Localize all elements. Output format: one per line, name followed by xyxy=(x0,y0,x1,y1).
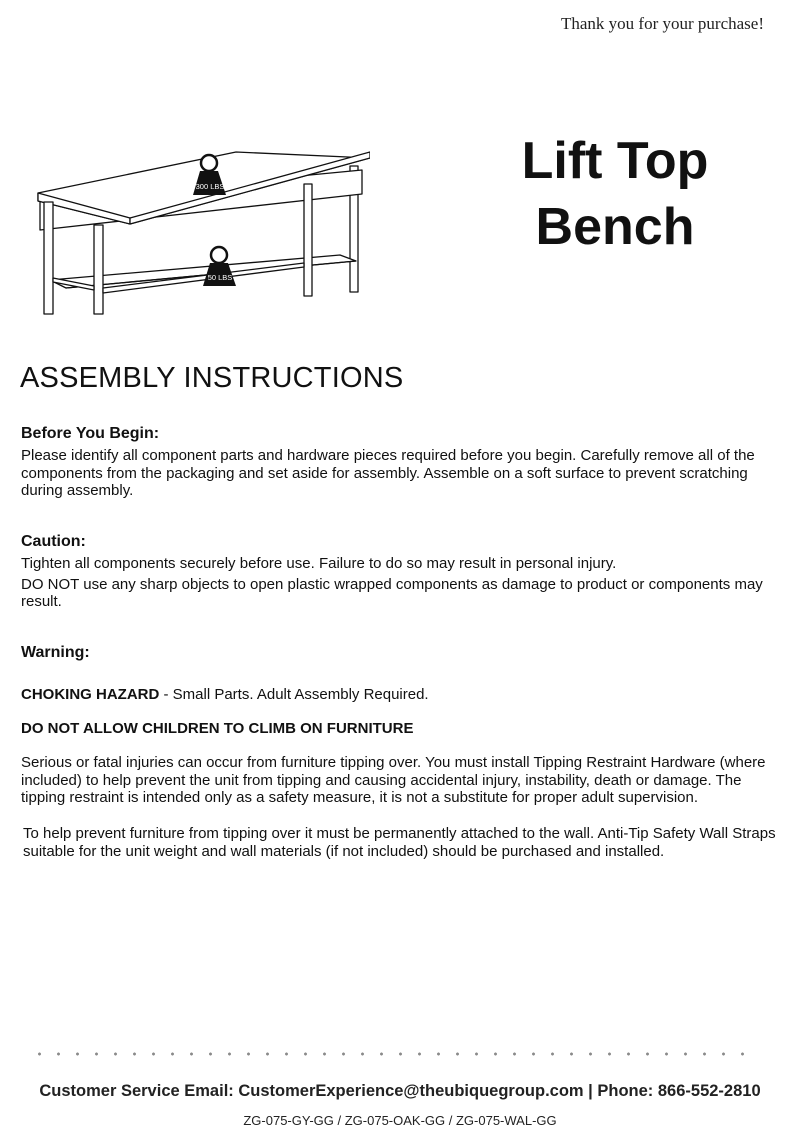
caution-heading: Caution: xyxy=(21,533,86,550)
document-heading: ASSEMBLY INSTRUCTIONS xyxy=(20,362,404,394)
dotted-divider xyxy=(30,1049,760,1059)
choking-hazard-text: - Small Parts. Adult Assembly Required. xyxy=(159,686,429,703)
before-you-begin-text: Please identify all component parts and hardware pieces required before you begin. Carefully remove all of the components from the packaging and set aside for assembly. Assemble on a soft surface to prevent scratching during assembly. xyxy=(21,447,755,499)
before-you-begin-heading: Before You Begin: xyxy=(21,425,160,442)
shelf-weight-label: 50 LBS xyxy=(207,273,233,282)
choking-hazard-label: CHOKING HAZARD xyxy=(21,686,160,703)
warning-heading: Warning: xyxy=(21,644,90,661)
before-you-begin-section xyxy=(21,425,789,500)
warning-section xyxy=(21,644,789,666)
tipping-injury-notice: Serious or fatal injuries can occur from furniture tipping over. You must install Tipping Restraint Hardware (where included) to help prevent the unit from tipping and causing accidental injury, instability, death or damage. The tipping restraint is intended only as a safety measure, it is not a substitute for proper adult supervision. xyxy=(21,754,766,806)
top-weight-label: 300 LBS xyxy=(195,182,225,191)
choking-hazard-notice xyxy=(21,686,789,704)
bench-front-leg-right xyxy=(94,225,103,314)
product-title-line1: Lift Top xyxy=(521,132,709,190)
no-climb-notice: DO NOT ALLOW CHILDREN TO CLIMB ON FURNITURE xyxy=(21,720,414,737)
caution-section xyxy=(21,533,789,611)
product-title-line2: Bench xyxy=(535,198,695,256)
bench-mid-leg xyxy=(304,184,312,296)
caution-line-2: DO NOT use any sharp objects to open plastic wrapped components as damage to product or components may result. xyxy=(21,575,763,610)
product-title xyxy=(470,128,760,260)
model-numbers: ZG-075-GY-GG / ZG-075-OAK-GG / ZG-075-WAL-GG xyxy=(243,1113,557,1128)
caution-line-1: Tighten all components securely before use. Failure to do so may result in personal injury. xyxy=(21,555,617,572)
bench-front-leg-left xyxy=(44,202,53,314)
bench-illustration xyxy=(30,150,370,320)
thank-you-note: Thank you for your purchase! xyxy=(561,14,764,33)
anti-tip-notice: To help prevent furniture from tipping over it must be permanently attached to the wall. Anti-Tip Safety Wall Straps suitable for the unit weight and wall materials (if not included) should be purchased and installed. xyxy=(23,825,776,860)
customer-service-contact: Customer Service Email: CustomerExperience@theubiquegroup.com | Phone: 866-552-2810 xyxy=(39,1082,761,1100)
